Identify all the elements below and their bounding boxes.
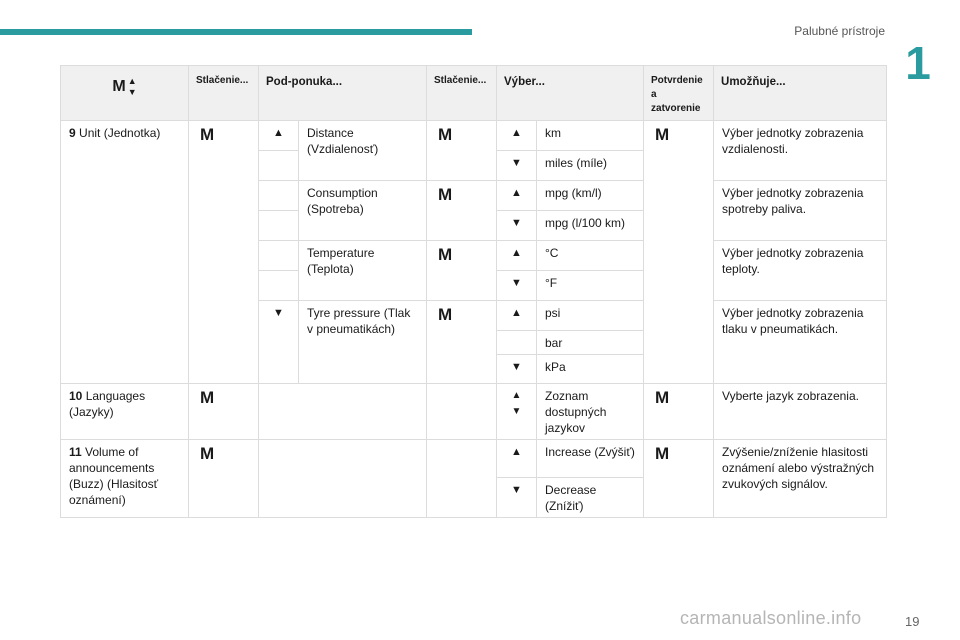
watermark: carmanualsonline.info xyxy=(680,608,862,628)
option-kpa: kPa xyxy=(537,355,644,384)
row-9-press xyxy=(189,121,259,384)
submenu-distance: Distance (Vzdialenosť) xyxy=(299,121,427,181)
temperature-press xyxy=(427,241,497,301)
up-arrow-icon: ▲ xyxy=(273,127,284,139)
header-submenu: Pod-ponuka... xyxy=(259,66,427,121)
m-icon: M xyxy=(200,444,215,463)
row-9-confirm xyxy=(644,121,714,384)
m-icon: M xyxy=(200,388,215,407)
up-arrow-icon: ▲ xyxy=(511,307,522,319)
up-arrow-icon: ▲ xyxy=(511,446,522,458)
option-miles: miles (míle) xyxy=(537,151,644,181)
m-icon: M xyxy=(438,305,453,324)
consumption-desc: Výber jednotky zobrazenia spotreby paliva. xyxy=(714,181,887,241)
up-arrow-icon: ▲ xyxy=(127,76,137,86)
table-row xyxy=(61,440,887,478)
option-bar: bar xyxy=(537,331,644,355)
up-arrow-icon: ▲ xyxy=(511,187,522,199)
section-title: Palubné prístroje xyxy=(794,24,885,38)
row-11-label: 11 Volume of announcements (Buzz) (Hlasitosť oznámení) xyxy=(61,440,189,518)
down-arrow-icon: ▼ xyxy=(127,87,137,97)
down-arrow-icon: ▼ xyxy=(511,406,522,417)
option-psi: psi xyxy=(537,301,644,331)
m-icon: M xyxy=(200,125,215,144)
consumption-press xyxy=(427,181,497,241)
settings-table xyxy=(60,65,887,518)
up-arrow-icon: ▲ xyxy=(511,390,522,401)
option-mpg-kml: mpg (km/l) xyxy=(537,181,644,211)
option-decrease: Decrease (Znížiť) xyxy=(537,478,644,518)
down-arrow-icon: ▼ xyxy=(511,277,522,289)
row-10-confirm xyxy=(644,384,714,440)
up-arrow-icon: ▲ xyxy=(511,247,522,259)
option-km: km xyxy=(537,121,644,151)
page-number: 19 xyxy=(905,614,920,629)
volume-desc: Zvýšenie/zníženie hlasitosti oznámení alebo výstražných zvukových signálov. xyxy=(714,440,887,518)
header-confirm: Potvrdenie a zatvorenie xyxy=(644,66,714,121)
header-select: Výber... xyxy=(497,66,644,121)
down-arrow-icon: ▼ xyxy=(511,217,522,229)
languages-select: Zoznam dostupných jazykov xyxy=(537,384,644,440)
m-icon: M xyxy=(655,388,670,407)
header-press-1: Stlačenie... xyxy=(189,66,259,121)
distance-press xyxy=(427,121,497,181)
option-fahrenheit: °F xyxy=(537,271,644,301)
row-11-press xyxy=(189,440,259,518)
down-arrow-icon: ▼ xyxy=(273,307,284,319)
distance-desc: Výber jednotky zobrazenia vzdialenosti. xyxy=(714,121,887,181)
option-increase: Increase (Zvýšiť) xyxy=(537,440,644,478)
temperature-desc: Výber jednotky zobrazenia teploty. xyxy=(714,241,887,301)
m-icon: M xyxy=(655,125,670,144)
header-allows: Umožňuje... xyxy=(714,66,887,121)
tyre-desc: Výber jednotky zobrazenia tlaku v pneumatikách. xyxy=(714,301,887,384)
chapter-number: 1 xyxy=(905,37,931,89)
m-icon: M xyxy=(438,245,453,264)
table-row xyxy=(61,121,887,151)
down-arrow-icon: ▼ xyxy=(511,484,522,496)
row-9-label: 9 Unit (Jednotka) xyxy=(61,121,189,384)
down-arrow-icon: ▼ xyxy=(511,157,522,169)
m-icon: M xyxy=(655,444,670,463)
languages-desc: Vyberte jazyk zobrazenia. xyxy=(714,384,887,440)
m-icon: M xyxy=(438,125,453,144)
option-celsius: °C xyxy=(537,241,644,271)
submenu-up xyxy=(259,121,299,151)
header-menu-symbol xyxy=(61,66,189,121)
m-icon: M xyxy=(112,78,126,95)
submenu-temperature: Temperature (Teplota) xyxy=(299,241,427,301)
row-11-confirm xyxy=(644,440,714,518)
header-press-2: Stlačenie... xyxy=(427,66,497,121)
up-arrow-icon: ▲ xyxy=(511,127,522,139)
row-10-press xyxy=(189,384,259,440)
header-accent-bar xyxy=(0,29,472,35)
submenu-tyre-pressure: Tyre pressure (Tlak v pneumatikách) xyxy=(299,301,427,384)
table-header-row xyxy=(61,66,887,121)
table-row xyxy=(61,384,887,440)
down-arrow-icon: ▼ xyxy=(511,361,522,373)
m-icon: M xyxy=(438,185,453,204)
row-10-label: 10 Languages (Jazyky) xyxy=(61,384,189,440)
tyre-press xyxy=(427,301,497,384)
option-mpg-l100: mpg (l/100 km) xyxy=(537,211,644,241)
submenu-consumption: Consumption (Spotreba) xyxy=(299,181,427,241)
